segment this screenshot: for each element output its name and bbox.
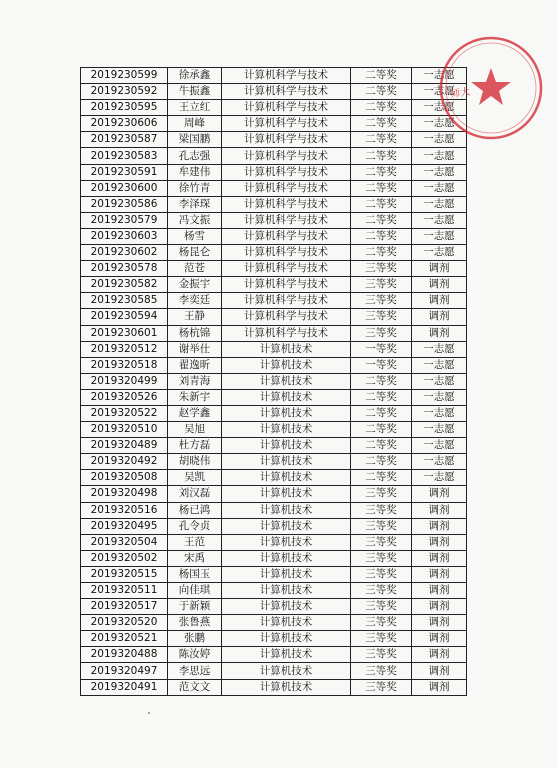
student-name-cell: 王立红	[168, 100, 222, 116]
student-name-cell: 梁国鹏	[168, 132, 222, 148]
major-cell: 计算机技术	[222, 566, 351, 582]
award-cell: 二等奖	[351, 116, 412, 132]
student-id-cell: 2019230606	[81, 116, 168, 132]
preference-cell: 调剂	[412, 615, 467, 631]
student-id-cell: 2019320504	[81, 534, 168, 550]
student-name-cell: 李泽琛	[168, 196, 222, 212]
student-id-cell: 2019230591	[81, 164, 168, 180]
student-id-cell: 2019230595	[81, 100, 168, 116]
student-name-cell: 王范	[168, 534, 222, 550]
award-cell: 三等奖	[351, 325, 412, 341]
award-cell: 三等奖	[351, 261, 412, 277]
table-row	[81, 599, 467, 615]
student-name-cell: 吴凯	[168, 470, 222, 486]
student-name-cell: 刘青海	[168, 373, 222, 389]
student-id-cell: 2019320517	[81, 599, 168, 615]
preference-cell: 一志愿	[412, 116, 467, 132]
major-cell: 计算机技术	[222, 357, 351, 373]
student-name-cell: 张鲁燕	[168, 615, 222, 631]
preference-cell: 调剂	[412, 486, 467, 502]
preference-cell: 一志愿	[412, 148, 467, 164]
preference-cell: 一志愿	[412, 438, 467, 454]
table-row	[81, 615, 467, 631]
major-cell: 计算机技术	[222, 389, 351, 405]
major-cell: 计算机技术	[222, 631, 351, 647]
student-name-cell: 徐竹青	[168, 180, 222, 196]
major-cell: 计算机科学与技术	[222, 100, 351, 116]
preference-cell: 一志愿	[412, 196, 467, 212]
preference-cell: 调剂	[412, 679, 467, 695]
preference-cell: 调剂	[412, 277, 467, 293]
preference-cell: 调剂	[412, 293, 467, 309]
award-cell: 二等奖	[351, 422, 412, 438]
student-id-cell: 2019320512	[81, 341, 168, 357]
award-cell: 二等奖	[351, 180, 412, 196]
student-id-cell: 2019320520	[81, 615, 168, 631]
student-name-cell: 谢举仕	[168, 341, 222, 357]
award-cell: 二等奖	[351, 84, 412, 100]
preference-cell: 一志愿	[412, 470, 467, 486]
student-id-cell: 2019230599	[81, 68, 168, 84]
major-cell: 计算机科学与技术	[222, 148, 351, 164]
student-id-cell: 2019320497	[81, 663, 168, 679]
preference-cell: 一志愿	[412, 454, 467, 470]
major-cell: 计算机技术	[222, 373, 351, 389]
table-row	[81, 486, 467, 502]
major-cell: 计算机科学与技术	[222, 212, 351, 228]
preference-cell: 调剂	[412, 663, 467, 679]
student-id-cell: 2019230582	[81, 277, 168, 293]
award-cell: 二等奖	[351, 164, 412, 180]
major-cell: 计算机科学与技术	[222, 261, 351, 277]
student-name-cell: 赵学鑫	[168, 405, 222, 421]
preference-cell: 一志愿	[412, 357, 467, 373]
major-cell: 计算机技术	[222, 599, 351, 615]
seal-text: 师大	[449, 86, 471, 101]
student-id-cell: 2019320508	[81, 470, 168, 486]
table-row	[81, 389, 467, 405]
student-id-cell: 2019320492	[81, 454, 168, 470]
preference-cell: 一志愿	[412, 132, 467, 148]
award-cell: 二等奖	[351, 470, 412, 486]
student-name-cell: 刘汉磊	[168, 486, 222, 502]
major-cell: 计算机技术	[222, 438, 351, 454]
student-name-cell: 陈汝婷	[168, 647, 222, 663]
award-cell: 三等奖	[351, 663, 412, 679]
award-cell: 二等奖	[351, 389, 412, 405]
award-cell: 一等奖	[351, 341, 412, 357]
student-name-cell: 朱新宇	[168, 389, 222, 405]
table-row	[81, 534, 467, 550]
student-id-cell: 2019230594	[81, 309, 168, 325]
student-name-cell: 孔令贞	[168, 518, 222, 534]
student-name-cell: 杨昆仑	[168, 245, 222, 261]
award-cell: 二等奖	[351, 212, 412, 228]
preference-cell: 一志愿	[412, 212, 467, 228]
student-id-cell: 2019320499	[81, 373, 168, 389]
award-cell: 一等奖	[351, 357, 412, 373]
award-cell: 三等奖	[351, 534, 412, 550]
award-cell: 三等奖	[351, 583, 412, 599]
preference-cell: 一志愿	[412, 422, 467, 438]
table-row	[81, 341, 467, 357]
major-cell: 计算机科学与技术	[222, 245, 351, 261]
student-name-cell: 吴旭	[168, 422, 222, 438]
major-cell: 计算机科学与技术	[222, 116, 351, 132]
student-name-cell: 牛振鑫	[168, 84, 222, 100]
table-row	[81, 470, 467, 486]
preference-cell: 调剂	[412, 583, 467, 599]
major-cell: 计算机技术	[222, 422, 351, 438]
preference-cell: 调剂	[412, 518, 467, 534]
table-row	[81, 438, 467, 454]
preference-cell: 一志愿	[412, 405, 467, 421]
table-row	[81, 277, 467, 293]
preference-cell: 调剂	[412, 534, 467, 550]
preference-cell: 调剂	[412, 550, 467, 566]
student-id-cell: 2019230583	[81, 148, 168, 164]
table-row	[81, 422, 467, 438]
preference-cell: 一志愿	[412, 68, 467, 84]
major-cell: 计算机技术	[222, 550, 351, 566]
table-row	[81, 84, 467, 100]
table-row	[81, 148, 467, 164]
major-cell: 计算机科学与技术	[222, 293, 351, 309]
table-row	[81, 502, 467, 518]
preference-cell: 一志愿	[412, 164, 467, 180]
student-id-cell: 2019320516	[81, 502, 168, 518]
margin-mark	[148, 712, 150, 714]
student-name-cell: 冯文振	[168, 212, 222, 228]
student-id-cell: 2019320510	[81, 422, 168, 438]
student-name-cell: 向佳琪	[168, 583, 222, 599]
table-row	[81, 550, 467, 566]
table-row	[81, 631, 467, 647]
table-row	[81, 583, 467, 599]
award-cell: 二等奖	[351, 454, 412, 470]
preference-cell: 一志愿	[412, 341, 467, 357]
table-row	[81, 261, 467, 277]
student-id-cell: 2019320521	[81, 631, 168, 647]
major-cell: 计算机技术	[222, 583, 351, 599]
student-id-cell: 2019320515	[81, 566, 168, 582]
award-cell: 二等奖	[351, 68, 412, 84]
major-cell: 计算机技术	[222, 454, 351, 470]
major-cell: 计算机技术	[222, 518, 351, 534]
table-row	[81, 196, 467, 212]
award-cell: 二等奖	[351, 438, 412, 454]
preference-cell: 调剂	[412, 261, 467, 277]
major-cell: 计算机技术	[222, 663, 351, 679]
preference-cell: 调剂	[412, 502, 467, 518]
student-name-cell: 翟逸昕	[168, 357, 222, 373]
student-id-cell: 2019230602	[81, 245, 168, 261]
student-name-cell: 杨杭锦	[168, 325, 222, 341]
award-cell: 三等奖	[351, 293, 412, 309]
student-id-cell: 2019230601	[81, 325, 168, 341]
student-name-cell: 周峰	[168, 116, 222, 132]
student-name-cell: 杨国玉	[168, 566, 222, 582]
student-name-cell: 宋禹	[168, 550, 222, 566]
table-row	[81, 357, 467, 373]
student-id-cell: 2019230587	[81, 132, 168, 148]
major-cell: 计算机技术	[222, 534, 351, 550]
award-cell: 二等奖	[351, 228, 412, 244]
table-row	[81, 293, 467, 309]
award-cell: 三等奖	[351, 631, 412, 647]
major-cell: 计算机技术	[222, 341, 351, 357]
student-id-cell: 2019320489	[81, 438, 168, 454]
table-row	[81, 164, 467, 180]
student-name-cell: 杨已鸿	[168, 502, 222, 518]
student-id-cell: 2019320502	[81, 550, 168, 566]
table-row	[81, 68, 467, 84]
major-cell: 计算机技术	[222, 405, 351, 421]
award-cell: 三等奖	[351, 277, 412, 293]
student-name-cell: 李思远	[168, 663, 222, 679]
preference-cell: 调剂	[412, 566, 467, 582]
admission-table	[80, 67, 467, 696]
table-row	[81, 228, 467, 244]
student-name-cell: 范苍	[168, 261, 222, 277]
major-cell: 计算机科学与技术	[222, 309, 351, 325]
student-id-cell: 2019320511	[81, 583, 168, 599]
student-id-cell: 2019230579	[81, 212, 168, 228]
table-row	[81, 518, 467, 534]
major-cell: 计算机科学与技术	[222, 68, 351, 84]
student-id-cell: 2019230578	[81, 261, 168, 277]
table-body	[81, 68, 467, 696]
preference-cell: 一志愿	[412, 389, 467, 405]
award-cell: 三等奖	[351, 518, 412, 534]
award-cell: 三等奖	[351, 566, 412, 582]
major-cell: 计算机科学与技术	[222, 132, 351, 148]
table-row	[81, 245, 467, 261]
award-cell: 三等奖	[351, 502, 412, 518]
table-row	[81, 679, 467, 695]
student-id-cell: 2019230592	[81, 84, 168, 100]
preference-cell: 一志愿	[412, 180, 467, 196]
award-cell: 二等奖	[351, 405, 412, 421]
major-cell: 计算机技术	[222, 486, 351, 502]
student-name-cell: 孔志强	[168, 148, 222, 164]
award-cell: 二等奖	[351, 245, 412, 261]
major-cell: 计算机技术	[222, 615, 351, 631]
student-name-cell: 王静	[168, 309, 222, 325]
table-row	[81, 325, 467, 341]
major-cell: 计算机科学与技术	[222, 180, 351, 196]
student-name-cell: 李奕廷	[168, 293, 222, 309]
student-id-cell: 2019320488	[81, 647, 168, 663]
major-cell: 计算机科学与技术	[222, 325, 351, 341]
major-cell: 计算机技术	[222, 502, 351, 518]
award-cell: 三等奖	[351, 615, 412, 631]
student-name-cell: 张鹏	[168, 631, 222, 647]
student-id-cell: 2019320518	[81, 357, 168, 373]
table-row	[81, 309, 467, 325]
table-row	[81, 373, 467, 389]
preference-cell: 一志愿	[412, 84, 467, 100]
table-row	[81, 132, 467, 148]
preference-cell: 调剂	[412, 631, 467, 647]
award-cell: 三等奖	[351, 486, 412, 502]
preference-cell: 调剂	[412, 647, 467, 663]
award-cell: 三等奖	[351, 647, 412, 663]
award-cell: 二等奖	[351, 373, 412, 389]
student-name-cell: 金振宇	[168, 277, 222, 293]
table-row	[81, 405, 467, 421]
preference-cell: 一志愿	[412, 373, 467, 389]
preference-cell: 一志愿	[412, 245, 467, 261]
student-id-cell: 2019230586	[81, 196, 168, 212]
table-row	[81, 100, 467, 116]
major-cell: 计算机科学与技术	[222, 277, 351, 293]
preference-cell: 调剂	[412, 309, 467, 325]
table-row	[81, 663, 467, 679]
major-cell: 计算机科学与技术	[222, 228, 351, 244]
table-row	[81, 116, 467, 132]
student-name-cell: 牟建伟	[168, 164, 222, 180]
preference-cell: 一志愿	[412, 100, 467, 116]
student-name-cell: 于新颖	[168, 599, 222, 615]
award-cell: 三等奖	[351, 599, 412, 615]
major-cell: 计算机技术	[222, 679, 351, 695]
student-id-cell: 2019320498	[81, 486, 168, 502]
award-cell: 二等奖	[351, 196, 412, 212]
student-id-cell: 2019320522	[81, 405, 168, 421]
major-cell: 计算机科学与技术	[222, 196, 351, 212]
major-cell: 计算机技术	[222, 647, 351, 663]
award-cell: 三等奖	[351, 309, 412, 325]
table-row	[81, 566, 467, 582]
student-id-cell: 2019230600	[81, 180, 168, 196]
student-name-cell: 范文文	[168, 679, 222, 695]
student-name-cell: 胡晓伟	[168, 454, 222, 470]
major-cell: 计算机科学与技术	[222, 164, 351, 180]
student-id-cell: 2019230603	[81, 228, 168, 244]
student-id-cell: 2019320526	[81, 389, 168, 405]
student-name-cell: 杨雪	[168, 228, 222, 244]
major-cell: 计算机技术	[222, 470, 351, 486]
award-cell: 二等奖	[351, 148, 412, 164]
student-id-cell: 2019320491	[81, 679, 168, 695]
award-cell: 三等奖	[351, 679, 412, 695]
preference-cell: 调剂	[412, 325, 467, 341]
table-row	[81, 454, 467, 470]
award-cell: 二等奖	[351, 132, 412, 148]
award-cell: 二等奖	[351, 100, 412, 116]
table-row	[81, 180, 467, 196]
student-id-cell: 2019230585	[81, 293, 168, 309]
preference-cell: 一志愿	[412, 228, 467, 244]
table-row	[81, 647, 467, 663]
student-id-cell: 2019320495	[81, 518, 168, 534]
student-name-cell: 徐承鑫	[168, 68, 222, 84]
preference-cell: 调剂	[412, 599, 467, 615]
table-row	[81, 212, 467, 228]
student-name-cell: 杜方磊	[168, 438, 222, 454]
major-cell: 计算机科学与技术	[222, 84, 351, 100]
award-cell: 三等奖	[351, 550, 412, 566]
